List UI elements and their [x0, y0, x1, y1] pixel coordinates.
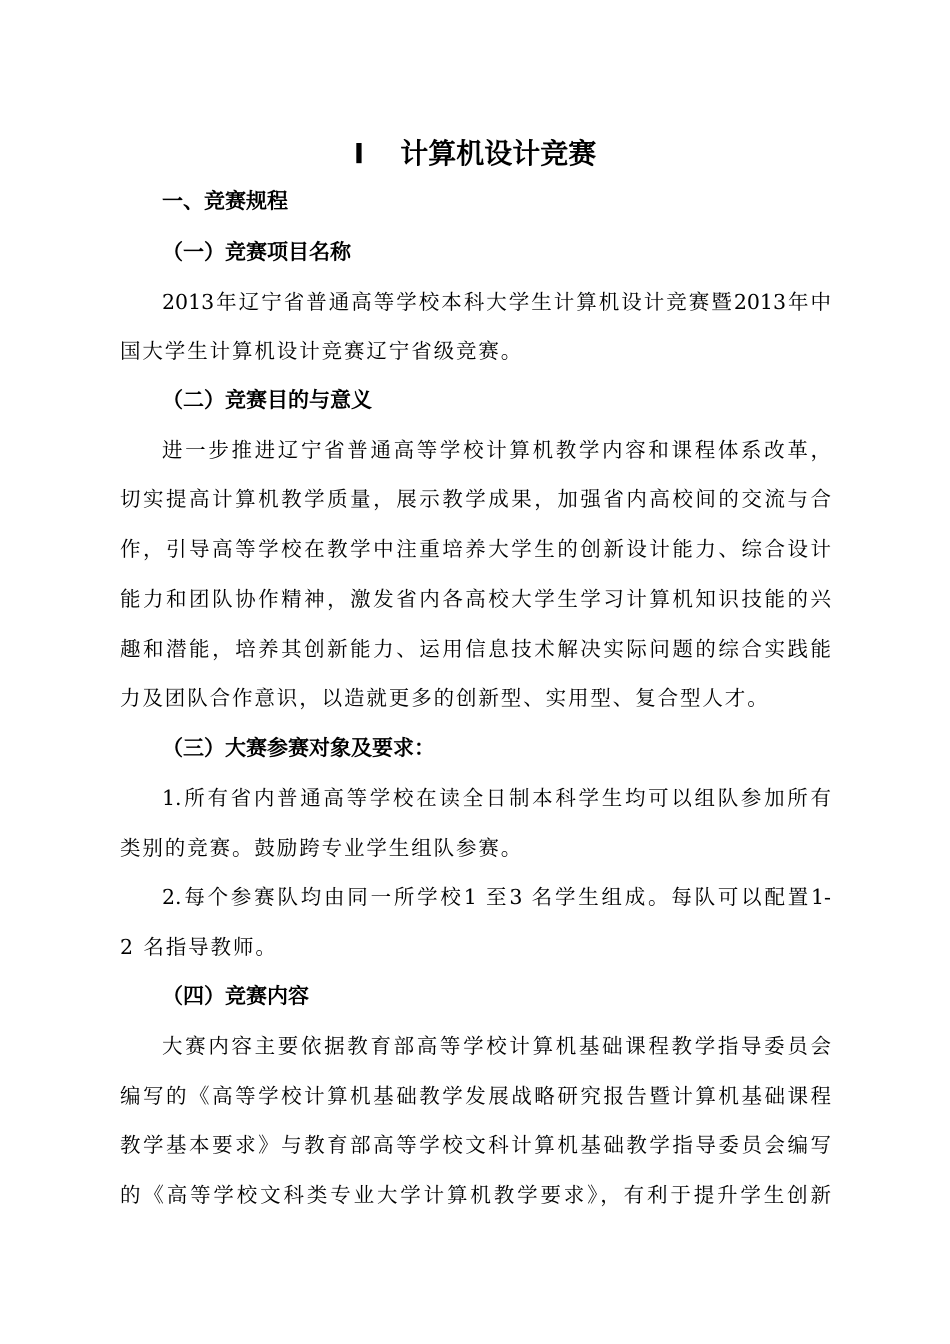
title-text: 计算机设计竞赛 [400, 137, 597, 170]
section-heading: 一、竞赛规程 [162, 189, 288, 213]
paragraph-line: 2 名指导教师。 [120, 935, 278, 959]
paragraph-line: 大赛内容主要依据教育部高等学校计算机基础课程教学指导委员会 [162, 1034, 831, 1058]
paragraph-line: 1.所有省内普通高等学校在读全日制本科学生均可以组队参加所有 [162, 786, 831, 810]
paragraph-line: 2013年辽宁省普通高等学校本科大学生计算机设计竞赛暨2013年中 [162, 290, 831, 314]
paragraph-line: 教学基本要求》与教育部高等学校文科计算机基础教学指导委员会编写 [120, 1133, 831, 1157]
paragraph-line: 作，引导高等学校在教学中注重培养大学生的创新设计能力、综合设计 [120, 537, 831, 561]
subsection-heading: （一）竞赛项目名称 [162, 240, 351, 264]
subsection-heading: （三）大赛参赛对象及要求： [162, 736, 435, 760]
paragraph-line: 2.每个参赛队均由同一所学校1 至3 名学生组成。每队可以配置1- [162, 885, 831, 909]
paragraph-line: 国大学生计算机设计竞赛辽宁省级竞赛。 [120, 339, 524, 363]
subsection-heading: （四）竞赛内容 [162, 984, 309, 1008]
document-title [0, 132, 950, 176]
paragraph-line: 的《高等学校文科类专业大学计算机教学要求》，有利于提升学生创新 [120, 1183, 831, 1207]
paragraph-line: 切实提高计算机教学质量，展示教学成果，加强省内高校间的交流与合 [120, 487, 831, 511]
paragraph-line: 力及团队合作意识，以造就更多的创新型、实用型、复合型人才。 [120, 686, 770, 710]
title-number: I [353, 137, 365, 170]
paragraph-line: 趣和潜能，培养其创新能力、运用信息技术解决实际问题的综合实践能 [120, 637, 831, 661]
paragraph-line: 进一步推进辽宁省普通高等学校计算机教学内容和课程体系改革， [162, 438, 831, 462]
paragraph-line: 能力和团队协作精神，激发省内各高校大学生学习计算机知识技能的兴 [120, 587, 831, 611]
subsection-heading: （二）竞赛目的与意义 [162, 388, 372, 412]
paragraph-line: 类别的竞赛。鼓励跨专业学生组队参赛。 [120, 836, 524, 860]
paragraph-line: 编写的《高等学校计算机基础教学发展战略研究报告暨计算机基础课程 [120, 1084, 831, 1108]
